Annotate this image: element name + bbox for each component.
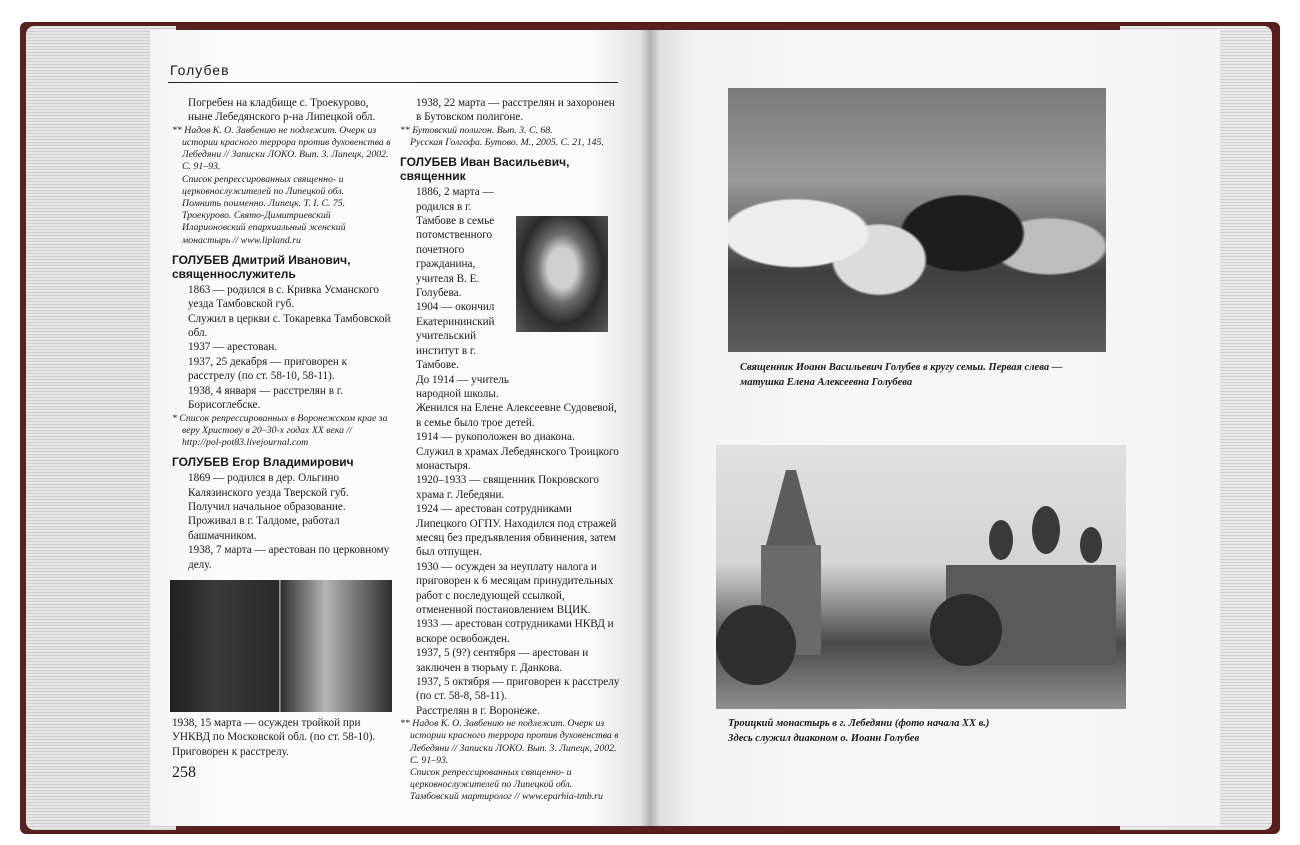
- text-line: 1933 — арестован сотрудниками НКВД и вскоре освобожден.: [416, 618, 614, 645]
- source-note: Тамбовский мартиролог // www.eparhia-tmb.ru: [410, 791, 603, 803]
- text-line: 1904 — окончил Екатерининский учительский институт в г. Тамбове.: [416, 301, 495, 372]
- portrait-photo: [516, 216, 608, 332]
- text-line: 1938, 7 марта — арестован по церковному делу.: [188, 544, 390, 571]
- text-line: 1920–1933 — священник Покровского храма г. Лебедяни.: [416, 474, 599, 501]
- entry-heading: ГОЛУБЕВ Дмитрий Иванович, священнослужитель: [172, 252, 351, 281]
- running-header: Голубев: [170, 62, 230, 78]
- text-line: 1914 — рукоположен во диакона.: [416, 431, 575, 444]
- text-line: Получил начальное образование. Проживал в г. Талдоме, работал башмачником.: [188, 500, 346, 542]
- text-line: 1924 — арестован сотрудниками Липецкого ОГПУ. Находился под стражей месяц без предъявления обвинения, затем был отпущен.: [416, 503, 617, 559]
- monastery-caption-line1: Троицкий монастырь в г. Лебедяни (фото начала ХХ в.): [728, 718, 990, 729]
- source-note: Список репрессированных священно- и церковнослужителей по Липецкой обл.: [182, 173, 345, 197]
- monastery-caption: [728, 716, 1148, 746]
- source-note: * Список репрессированных в Воронежском крае за веру Христову в 20–30-х годах ХХ века // http://pol-pot83.livejournal.com: [172, 412, 388, 448]
- text-line: 1937 — арестован.: [188, 341, 278, 354]
- text-line: 1930 — осужден за неуплату налога и приговорен к 6 месяцам принудительных работ с последующей ссылкой, отмененной постановлением ВЦИК.: [416, 560, 614, 616]
- source-note: Троекурово. Свято-Димитриевский Иларионовский епархиальный женский монастырь // www.lipland.ru: [182, 210, 346, 246]
- monastery-caption-line2: Здесь служил диаконом о. Иоанн Голубев: [728, 733, 920, 744]
- right-text-column: [400, 96, 620, 804]
- monastery-photo: [716, 445, 1126, 709]
- text-line: Служил в церкви с. Токаревка Тамбовской обл.: [188, 312, 391, 340]
- text-line: 1937, 5 (9?) сентября — арестован и заключен в тюрьму г. Данкова.: [416, 647, 589, 674]
- bio-wrap-beside-portrait: [400, 185, 510, 401]
- text-line: 1938, 22 марта — расстрелян и захоронен в Бутовском полигоне.: [416, 97, 615, 124]
- family-photo: [728, 88, 1106, 352]
- text-line: До 1914 — учитель народной школы.: [416, 373, 509, 400]
- source-note: ** Надов К. О. Завбению не подлежит. Очерк из истории красного террора против духовенства в Лебедяни // Записки ЛОКО. Вып. 3. Липецк, 2002. С. 91–93.: [400, 718, 619, 766]
- header-rule: [168, 82, 618, 83]
- text-line: 1863 — родился в с. Кривка Усманского уезда Тамбовской губ.: [188, 283, 380, 311]
- text-line: Женился на Елене Алексеевне Судовевой, в семье было трое детей.: [416, 402, 617, 429]
- source-note: ** Надов К. О. Завбению не подлежит. Очерк из истории красного террора против духовенства в Лебедяни // Записки ЛОКО. Вып. 3. Липецк, 2002. С. 91–93.: [172, 124, 391, 173]
- source-note: Список репрессированных священно- и церковнослужителей по Липецкой обл.: [410, 767, 573, 791]
- page-number: 258: [172, 764, 196, 781]
- source-note: Русская Голгофа. Бутово. М., 2005. С. 21, 145.: [410, 137, 604, 149]
- text-line: Служил в храмах Лебедянского Троицкого монастыря.: [416, 445, 619, 472]
- left-text-column: [172, 96, 392, 572]
- text-line: 1937, 5 октября — приговорен к расстрелу (по ст. 58-8, 58-11).: [416, 676, 620, 703]
- monastery-silhouette: [716, 445, 1126, 709]
- entry-heading: ГОЛУБЕВ Иван Васильевич, священник: [400, 155, 570, 184]
- text-line: 1886, 2 марта — родился в г. Тамбове в семье потомственного почетного гражданина, учителя В. Е. Голубева.: [416, 186, 495, 300]
- family-caption: Священник Иоанн Васильевич Голубев в кругу семьи. Первая слева — матушка Елена Алексеевна Голубева: [740, 362, 1063, 388]
- mugshot-photo: [170, 580, 392, 712]
- text-line: 1938, 4 января — расстрелян в г. Борисоглебске.: [188, 384, 343, 412]
- text-line: Погребен на кладбище с. Троекурово, ныне Лебедянского р-на Липецкой обл.: [188, 97, 376, 124]
- source-note: Помнить поименно. Липецк. Т. I. С. 75.: [182, 198, 346, 210]
- left-after-photo-text: 1938, 15 марта — осужден тройкой при УНКВД по Московской обл. (по ст. 58-10). Приговорен к расстрелу.: [172, 717, 376, 758]
- text-line: Расстрелян в г. Воронеже.: [416, 704, 540, 717]
- book-gutter: [640, 30, 660, 826]
- source-note: ** Бутовский полигон. Вып. 3. С. 68.: [400, 124, 553, 136]
- text-line: 1869 — родился в дер. Ольгино Калязинского уезда Тверской губ.: [188, 472, 349, 499]
- entry-heading: ГОЛУБЕВ Егор Владимирович: [172, 455, 354, 470]
- text-line: 1937, 25 декабря — приговорен к расстрелу (по ст. 58-10, 58-11).: [188, 355, 348, 383]
